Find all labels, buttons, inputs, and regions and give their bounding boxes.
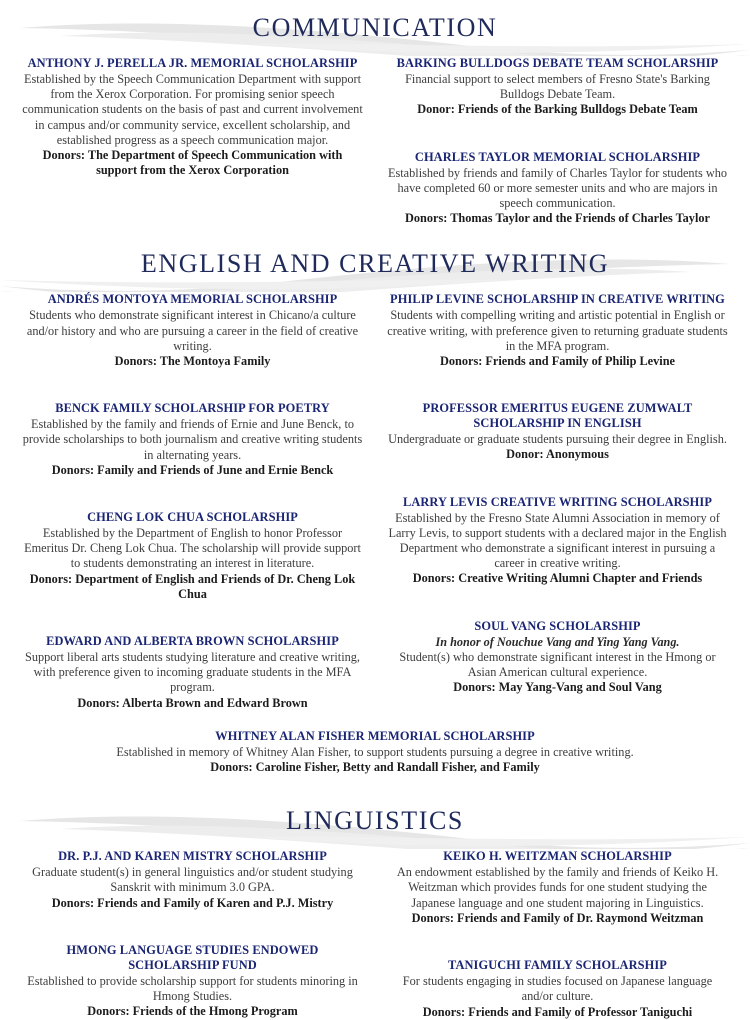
- scholarship-description: Student(s) who demonstrate significant interest in the Hmong or Asian American cultural experience.: [399, 649, 716, 679]
- entry-spacer: [22, 383, 363, 401]
- entry-spacer: [387, 383, 728, 401]
- scholarship-entry: [22, 56, 363, 178]
- scholarship-description: Established by the family and friends of Ernie and June Benck, to provide scholarships to both journalism and creative writing students in alternating years.: [22, 417, 363, 462]
- scholarship-description: Established to provide scholarship support for students minoring in Hmong Studies.: [27, 973, 358, 1004]
- scholarship-donors: Donors: Caroline Fisher, Betty and Randall Fisher, and Family: [210, 760, 540, 775]
- section-columns: [0, 849, 750, 1019]
- section-title: ENGLISH AND CREATIVE WRITING: [140, 249, 610, 279]
- scholarship-title: PHILIP LEVINE SCHOLARSHIP IN CREATIVE WRITING: [390, 292, 725, 307]
- section-title: COMMUNICATION: [252, 13, 498, 42]
- right-column: [375, 292, 740, 710]
- scholarship-entry: [387, 849, 728, 926]
- scholarship-description: An endowment established by the family and friends of Keiko H. Weitzman which provides funds for one student studying the Japanese language and one student majoring in Linguistics.: [396, 865, 719, 910]
- scholarship-title: CHENG LOK CHUA SCHOLARSHIP: [87, 510, 298, 525]
- scholarship-description: Established by the Department of English to honor Professor Emeritus Dr. Cheng Lok Chua. The scholarship will provide support to students demonstrating an interest in literature.: [24, 526, 361, 571]
- scholarship-description: Established by the Speech Communication Department with support from the Xerox Corporation. For promising senior speech communication students on the basis of past and current involvement in campus and/or community service, excellent scholarship, and established progress as a speech communication major.: [22, 72, 363, 147]
- scholarship-description: Graduate student(s) in general linguistics and/or student studying Sanskrit with minimum 3.0 GPA.: [32, 865, 353, 895]
- scholarship-donors: Donors: Friends and Family of Professor Taniguchi: [422, 1004, 693, 1019]
- scholarship-title: BENCK FAMILY SCHOLARSHIP FOR POETRY: [55, 401, 330, 416]
- scholarship-description: For students engaging in studies focused on Japanese language and/or culture.: [402, 974, 713, 1004]
- scholarship-entry: [387, 619, 728, 696]
- scholarship-description: Established by the Fresno State Alumni Association in memory of Larry Levis, to support students with a declared major in the English Department who demonstrate a significant interest in pursuing a career in creative writing.: [388, 510, 727, 571]
- right-column: [375, 56, 740, 226]
- scholarship-donors: Donors: Friends of the Hmong Program: [87, 1004, 298, 1019]
- scholarship-entry: [22, 292, 363, 369]
- scholarship-entry: [387, 958, 728, 1020]
- scholarship-entry: [22, 634, 363, 711]
- scholarship-title: SOUL VANG SCHOLARSHIP: [474, 618, 641, 633]
- section-linguistics: [0, 793, 750, 1019]
- scholarship-title: HMONG LANGUAGE STUDIES ENDOWED SCHOLARSHIP FUND: [66, 942, 319, 972]
- scholarship-description: Students who demonstrate significant interest in Chicano/a culture and/or history and who are pursuing a career in the field of creative writing.: [26, 308, 359, 353]
- scholarship-description: Established in memory of Whitney Alan Fisher, to support students pursuing a degree in creative writing.: [116, 744, 634, 759]
- scholarship-title: PROFESSOR EMERITUS EUGENE ZUMWALT SCHOLARSHIP IN ENGLISH: [422, 401, 693, 431]
- scholarship-donors: Donors: Alberta Brown and Edward Brown: [77, 695, 308, 710]
- scholarship-description: Undergraduate or graduate students pursuing their degree in English.: [388, 432, 727, 447]
- scholarship-entry: [387, 292, 728, 369]
- scholarship-donors: Donors: Department of English and Friends of Dr. Cheng Lok Chua: [29, 571, 356, 601]
- scholarship-donors: Donors: The Department of Speech Communication with support from the Xerox Corporation: [42, 148, 343, 178]
- scholarship-donors: Donors: Friends and Family of Dr. Raymond Weitzman: [411, 910, 704, 925]
- scholarship-donors: Donors: The Montoya Family: [114, 354, 271, 369]
- scholarship-entry: [22, 401, 363, 478]
- section-columns: [0, 56, 750, 226]
- section-spacer: [0, 226, 750, 236]
- scholarship-entry: [22, 943, 363, 1020]
- scholarship-donors: Donors: Thomas Taylor and the Friends of Charles Taylor: [405, 211, 710, 226]
- scholarship-donors: Donors: Friends and Family of Karen and P.J. Mistry: [51, 895, 334, 910]
- scholarship-donors: Donors: Friends and Family of Philip Levine: [439, 354, 676, 369]
- scholarship-title: EDWARD AND ALBERTA BROWN SCHOLARSHIP: [46, 634, 339, 649]
- entry-spacer: [387, 132, 728, 150]
- entry-spacer: [387, 940, 728, 958]
- scholarship-entry: [22, 849, 363, 911]
- scholarship-title: BARKING BULLDOGS DEBATE TEAM SCHOLARSHIP: [396, 56, 719, 70]
- entry-spacer: [22, 925, 363, 943]
- scholarship-donors: Donors: Creative Writing Alumni Chapter and Friends: [412, 571, 703, 586]
- section-columns: [0, 292, 750, 710]
- entry-spacer: [387, 477, 728, 495]
- left-column: [10, 56, 375, 226]
- section-header: [0, 793, 750, 849]
- scholarship-title: ANDRÉS MONTOYA MEMORIAL SCHOLARSHIP: [47, 292, 338, 307]
- entry-spacer: [22, 616, 363, 634]
- right-column: [375, 849, 740, 1019]
- section-header: [0, 0, 750, 56]
- scholarship-donors: Donors: Family and Friends of June and Ernie Benck: [51, 462, 334, 477]
- left-column: [10, 292, 375, 710]
- section-english-and-creative-writing: [0, 236, 750, 775]
- entry-spacer: [0, 711, 750, 729]
- scholarship-title: DR. P.J. AND KAREN MISTRY SCHOLARSHIP: [58, 849, 327, 864]
- scholarship-donors: Donor: Anonymous: [506, 447, 609, 462]
- scholarship-title: WHITNEY ALAN FISHER MEMORIAL SCHOLARSHIP: [215, 728, 535, 743]
- scholarship-description: Students with compelling writing and artistic potential in English or creative writing, with preference given to returning graduate students in the MFA program.: [387, 308, 728, 353]
- scholarship-title: LARRY LEVIS CREATIVE WRITING SCHOLARSHIP: [402, 494, 713, 509]
- scholarship-title: ANTHONY J. PERELLA JR. MEMORIAL SCHOLARSHIP: [27, 56, 358, 70]
- entry-spacer: [387, 601, 728, 619]
- scholarship-entry: [387, 495, 728, 587]
- scholarship-entry: [387, 150, 728, 227]
- scholarship-description: Established by friends and family of Charles Taylor for students who have completed 60 or more semester units and who are majors in speech communication.: [387, 165, 728, 211]
- scholarship-subtitle: In honor of Nouchue Vang and Ying Yang Vang.: [435, 634, 680, 649]
- section-header: [0, 236, 750, 292]
- scholarship-donors: Donor: Friends of the Barking Bulldogs Debate Team: [417, 102, 698, 117]
- scholarship-title: CHARLES TAYLOR MEMORIAL SCHOLARSHIP: [414, 149, 701, 164]
- entry-spacer: [22, 492, 363, 510]
- scholarship-entry: [22, 510, 363, 602]
- scholarship-title: KEIKO H. WEITZMAN SCHOLARSHIP: [443, 849, 672, 864]
- section-communication: [0, 0, 750, 226]
- scholarship-description: Support liberal arts students studying literature and creative writing, with preference given to incoming graduate students in the MFA program.: [24, 650, 360, 695]
- scholarship-donors: Donors: May Yang-Vang and Soul Vang: [453, 680, 662, 695]
- scholarship-description: Financial support to select members of Fresno State's Barking Bulldogs Debate Team.: [405, 72, 710, 102]
- section-spacer: [0, 775, 750, 793]
- scholarship-entry-full-width: [0, 729, 750, 775]
- scholarship-entry: [387, 401, 728, 462]
- left-column: [10, 849, 375, 1019]
- scholarship-entry: [387, 56, 728, 118]
- section-title: LINGUISTICS: [286, 806, 464, 836]
- scholarship-title: TANIGUCHI FAMILY SCHOLARSHIP: [448, 958, 667, 973]
